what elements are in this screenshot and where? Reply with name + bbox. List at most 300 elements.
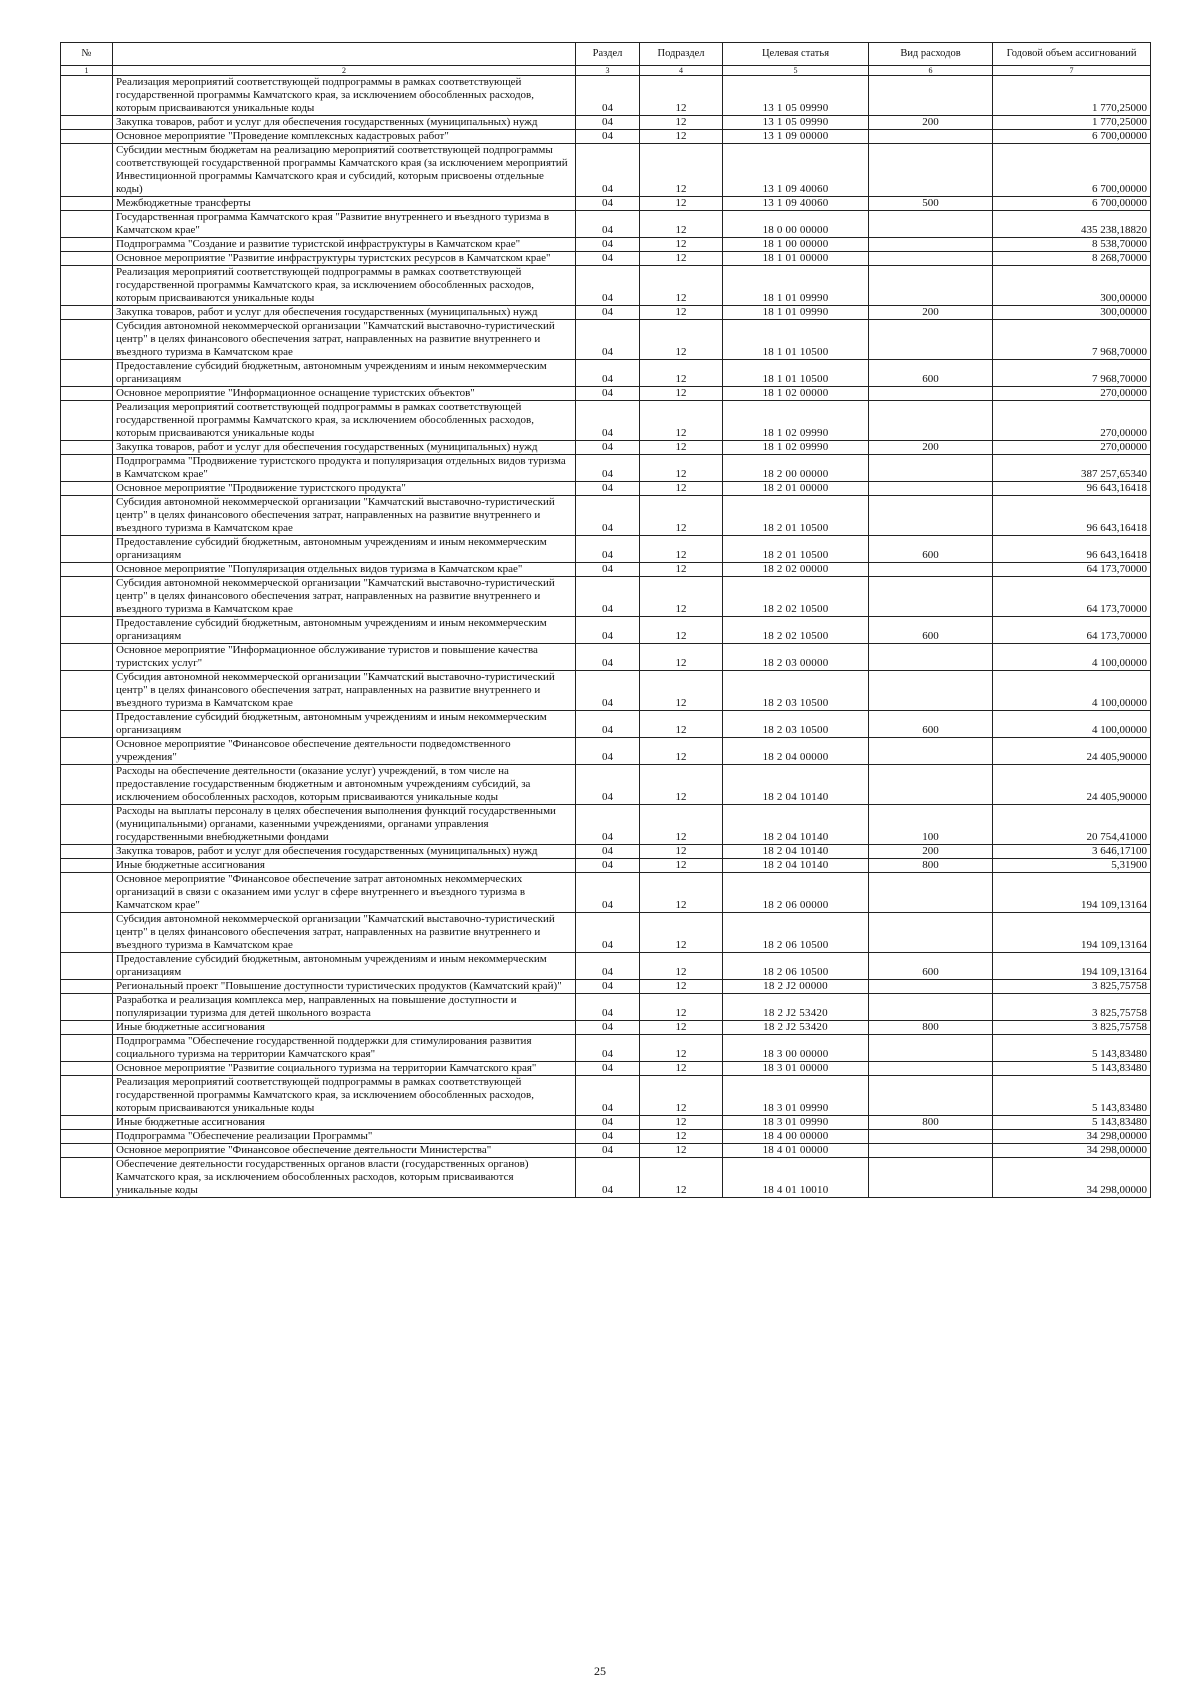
row-razdel: 04 — [576, 252, 640, 266]
row-article: 18 3 01 09990 — [723, 1116, 869, 1130]
row-amount: 270,00000 — [993, 441, 1151, 455]
table-row — [61, 306, 1151, 320]
row-name: Иные бюджетные ассигнования — [113, 1116, 576, 1130]
row-article: 18 4 01 10010 — [723, 1158, 869, 1198]
row-name: Реализация мероприятий соответствующей подпрограммы в рамках соответствующей государственной программы Камчатского края, за исключением обособленных расходов, которым присваиваются уникальные коды — [113, 266, 576, 306]
colnum-2: 2 — [113, 66, 576, 76]
budget-table — [60, 42, 1151, 1198]
row-amount: 270,00000 — [993, 387, 1151, 401]
row-article: 18 2 02 00000 — [723, 563, 869, 577]
row-name: Основное мероприятие "Информационное обслуживание туристов и повышение качества туристских услуг" — [113, 644, 576, 671]
row-amount: 7 968,70000 — [993, 320, 1151, 360]
table-row — [61, 238, 1151, 252]
row-amount: 5 143,83480 — [993, 1062, 1151, 1076]
row-name: Предоставление субсидий бюджетным, автономным учреждениям и иным некоммерческим организациям — [113, 617, 576, 644]
row-razdel: 04 — [576, 913, 640, 953]
row-name: Предоставление субсидий бюджетным, автономным учреждениям и иным некоммерческим организациям — [113, 536, 576, 563]
row-razdel: 04 — [576, 130, 640, 144]
table-row — [61, 387, 1151, 401]
table-row — [61, 765, 1151, 805]
table-row — [61, 320, 1151, 360]
row-razdel: 04 — [576, 1076, 640, 1116]
row-name: Подпрограмма "Обеспечение государственной поддержки для стимулирования развития социального туризма на территории Камчатского края" — [113, 1035, 576, 1062]
row-vid: 200 — [869, 845, 993, 859]
row-podrazdel: 12 — [640, 1144, 723, 1158]
row-number-cell — [61, 482, 113, 496]
row-vid — [869, 577, 993, 617]
row-vid: 500 — [869, 197, 993, 211]
row-amount: 64 173,70000 — [993, 577, 1151, 617]
row-article: 18 4 00 00000 — [723, 1130, 869, 1144]
row-amount: 3 825,75758 — [993, 994, 1151, 1021]
row-razdel: 04 — [576, 953, 640, 980]
colnum-4: 4 — [640, 66, 723, 76]
row-vid — [869, 980, 993, 994]
table-row — [61, 441, 1151, 455]
row-podrazdel: 12 — [640, 577, 723, 617]
row-razdel: 04 — [576, 859, 640, 873]
row-name: Подпрограмма "Создание и развитие туристской инфраструктуры в Камчатском крае" — [113, 238, 576, 252]
table-row — [61, 1116, 1151, 1130]
row-number-cell — [61, 873, 113, 913]
row-article: 18 1 01 10500 — [723, 320, 869, 360]
row-amount: 435 238,18820 — [993, 211, 1151, 238]
header-vid: Вид расходов — [869, 43, 993, 66]
row-podrazdel: 12 — [640, 211, 723, 238]
row-number-cell — [61, 805, 113, 845]
table-row — [61, 1158, 1151, 1198]
row-vid: 600 — [869, 617, 993, 644]
row-vid: 600 — [869, 360, 993, 387]
row-vid — [869, 1144, 993, 1158]
row-amount: 6 700,00000 — [993, 130, 1151, 144]
row-name: Субсидия автономной некоммерческой организации "Камчатский выставочно-туристический центр" в целях финансового обеспечения затрат, направленных на развитие внутреннего и въездного туризма в Камчатском крае — [113, 320, 576, 360]
row-amount: 5,31900 — [993, 859, 1151, 873]
row-razdel: 04 — [576, 320, 640, 360]
row-podrazdel: 12 — [640, 1130, 723, 1144]
row-vid — [869, 496, 993, 536]
table-row — [61, 859, 1151, 873]
row-name: Реализация мероприятий соответствующей подпрограммы в рамках соответствующей государственной программы Камчатского края, за исключением обособленных расходов, которым присваиваются уникальные коды — [113, 401, 576, 441]
table-row — [61, 738, 1151, 765]
row-article: 13 1 05 09990 — [723, 76, 869, 116]
row-name: Основное мероприятие "Проведение комплексных кадастровых работ" — [113, 130, 576, 144]
row-article: 18 2 04 10140 — [723, 845, 869, 859]
row-razdel: 04 — [576, 266, 640, 306]
row-number-cell — [61, 1021, 113, 1035]
row-amount: 3 825,75758 — [993, 980, 1151, 994]
row-razdel: 04 — [576, 144, 640, 197]
row-razdel: 04 — [576, 1116, 640, 1130]
row-number-cell — [61, 116, 113, 130]
row-amount: 34 298,00000 — [993, 1130, 1151, 1144]
row-vid — [869, 320, 993, 360]
table-row — [61, 1021, 1151, 1035]
row-article: 18 1 01 09990 — [723, 266, 869, 306]
table-row — [61, 116, 1151, 130]
row-article: 18 1 01 10500 — [723, 360, 869, 387]
row-amount: 6 700,00000 — [993, 144, 1151, 197]
row-article: 18 2 04 00000 — [723, 738, 869, 765]
row-article: 18 1 02 09990 — [723, 441, 869, 455]
row-amount: 64 173,70000 — [993, 563, 1151, 577]
row-podrazdel: 12 — [640, 617, 723, 644]
row-amount: 300,00000 — [993, 306, 1151, 320]
row-article: 13 1 09 40060 — [723, 197, 869, 211]
row-name: Закупка товаров, работ и услуг для обеспечения государственных (муниципальных) нужд — [113, 441, 576, 455]
row-number-cell — [61, 671, 113, 711]
row-podrazdel: 12 — [640, 1116, 723, 1130]
row-article: 13 1 09 40060 — [723, 144, 869, 197]
row-article: 18 2 04 10140 — [723, 805, 869, 845]
table-row — [61, 671, 1151, 711]
table-row — [61, 536, 1151, 563]
row-razdel: 04 — [576, 873, 640, 913]
table-row — [61, 360, 1151, 387]
row-podrazdel: 12 — [640, 1076, 723, 1116]
row-article: 18 2 J2 53420 — [723, 994, 869, 1021]
row-number-cell — [61, 441, 113, 455]
row-razdel: 04 — [576, 994, 640, 1021]
row-article: 18 1 00 00000 — [723, 238, 869, 252]
table-row — [61, 953, 1151, 980]
row-number-cell — [61, 859, 113, 873]
row-number-cell — [61, 1076, 113, 1116]
table-row — [61, 805, 1151, 845]
row-number-cell — [61, 1116, 113, 1130]
table-row — [61, 252, 1151, 266]
row-name: Межбюджетные трансферты — [113, 197, 576, 211]
row-article: 18 0 00 00000 — [723, 211, 869, 238]
row-number-cell — [61, 536, 113, 563]
row-podrazdel: 12 — [640, 455, 723, 482]
header-podrazdel: Подраздел — [640, 43, 723, 66]
row-razdel: 04 — [576, 1021, 640, 1035]
row-razdel: 04 — [576, 1062, 640, 1076]
row-vid — [869, 130, 993, 144]
row-number-cell — [61, 994, 113, 1021]
row-number-cell — [61, 455, 113, 482]
row-razdel: 04 — [576, 306, 640, 320]
row-name: Основное мероприятие "Финансовое обеспечение затрат автономных некоммерческих организаций в связи с оказанием ими услуг в сфере внутреннего и въездного туризма в Камчатском крае" — [113, 873, 576, 913]
row-podrazdel: 12 — [640, 252, 723, 266]
row-razdel: 04 — [576, 116, 640, 130]
colnum-3: 3 — [576, 66, 640, 76]
row-razdel: 04 — [576, 1158, 640, 1198]
row-amount: 4 100,00000 — [993, 644, 1151, 671]
row-article: 18 3 01 00000 — [723, 1062, 869, 1076]
row-name: Предоставление субсидий бюджетным, автономным учреждениям и иным некоммерческим организациям — [113, 360, 576, 387]
row-number-cell — [61, 765, 113, 805]
table-row — [61, 1130, 1151, 1144]
row-podrazdel: 12 — [640, 306, 723, 320]
row-amount: 34 298,00000 — [993, 1158, 1151, 1198]
row-vid: 100 — [869, 805, 993, 845]
row-podrazdel: 12 — [640, 387, 723, 401]
row-razdel: 04 — [576, 980, 640, 994]
row-podrazdel: 12 — [640, 116, 723, 130]
table-row — [61, 1035, 1151, 1062]
row-podrazdel: 12 — [640, 144, 723, 197]
row-amount: 24 405,90000 — [993, 738, 1151, 765]
row-number-cell — [61, 306, 113, 320]
row-vid: 200 — [869, 441, 993, 455]
row-amount: 194 109,13164 — [993, 953, 1151, 980]
row-razdel: 04 — [576, 1035, 640, 1062]
table-row — [61, 980, 1151, 994]
row-podrazdel: 12 — [640, 238, 723, 252]
table-body — [61, 76, 1151, 1198]
row-vid — [869, 1062, 993, 1076]
row-article: 18 2 06 10500 — [723, 913, 869, 953]
row-name: Закупка товаров, работ и услуг для обеспечения государственных (муниципальных) нужд — [113, 845, 576, 859]
table-row — [61, 577, 1151, 617]
row-article: 18 1 02 09990 — [723, 401, 869, 441]
row-number-cell — [61, 1158, 113, 1198]
header-amount: Годовой объем ассигнований — [993, 43, 1151, 66]
row-article: 18 2 02 10500 — [723, 577, 869, 617]
row-amount: 5 143,83480 — [993, 1035, 1151, 1062]
row-vid — [869, 1035, 993, 1062]
table-row — [61, 197, 1151, 211]
row-razdel: 04 — [576, 671, 640, 711]
header-article: Целевая статья — [723, 43, 869, 66]
row-number-cell — [61, 617, 113, 644]
table-row — [61, 873, 1151, 913]
table-row — [61, 76, 1151, 116]
row-name: Основное мероприятие "Развитие инфраструктуры туристских ресурсов в Камчатском крае" — [113, 252, 576, 266]
row-amount: 1 770,25000 — [993, 116, 1151, 130]
row-razdel: 04 — [576, 387, 640, 401]
row-vid — [869, 76, 993, 116]
row-podrazdel: 12 — [640, 536, 723, 563]
row-podrazdel: 12 — [640, 980, 723, 994]
row-podrazdel: 12 — [640, 805, 723, 845]
row-amount: 5 143,83480 — [993, 1076, 1151, 1116]
row-number-cell — [61, 238, 113, 252]
row-podrazdel: 12 — [640, 401, 723, 441]
row-number-cell — [61, 211, 113, 238]
row-number-cell — [61, 1062, 113, 1076]
row-podrazdel: 12 — [640, 1062, 723, 1076]
row-vid — [869, 994, 993, 1021]
row-article: 18 1 01 00000 — [723, 252, 869, 266]
row-vid — [869, 1130, 993, 1144]
column-number-row — [61, 66, 1151, 76]
row-vid — [869, 266, 993, 306]
row-number-cell — [61, 845, 113, 859]
row-razdel: 04 — [576, 76, 640, 116]
table-row — [61, 845, 1151, 859]
row-name: Предоставление субсидий бюджетным, автономным учреждениям и иным некоммерческим организациям — [113, 711, 576, 738]
row-name: Расходы на обеспечение деятельности (оказание услуг) учреждений, в том числе на предоставление государственным бюджетным и автономным учреждениям субсидий, за исключением обособленных расходов, которым присваиваются уникальные коды — [113, 765, 576, 805]
row-podrazdel: 12 — [640, 320, 723, 360]
row-name: Подпрограмма "Обеспечение реализации Программы" — [113, 1130, 576, 1144]
row-article: 13 1 09 00000 — [723, 130, 869, 144]
table-row — [61, 1062, 1151, 1076]
row-vid — [869, 913, 993, 953]
row-name: Расходы на выплаты персоналу в целях обеспечения выполнения функций государственными (муниципальными) органами, казенными учреждениями, органами управления государственными внебюджетными фондами — [113, 805, 576, 845]
row-article: 18 3 01 09990 — [723, 1076, 869, 1116]
row-vid — [869, 765, 993, 805]
row-amount: 194 109,13164 — [993, 873, 1151, 913]
row-podrazdel: 12 — [640, 738, 723, 765]
row-article: 18 2 01 10500 — [723, 536, 869, 563]
table-row — [61, 266, 1151, 306]
row-podrazdel: 12 — [640, 76, 723, 116]
row-razdel: 04 — [576, 401, 640, 441]
row-razdel: 04 — [576, 644, 640, 671]
row-vid — [869, 738, 993, 765]
table-row — [61, 401, 1151, 441]
row-name: Основное мероприятие "Популяризация отдельных видов туризма в Камчатском крае" — [113, 563, 576, 577]
row-name: Закупка товаров, работ и услуг для обеспечения государственных (муниципальных) нужд — [113, 306, 576, 320]
row-name: Подпрограмма "Продвижение туристского продукта и популяризация отдельных видов туризма в Камчатском крае" — [113, 455, 576, 482]
row-vid — [869, 211, 993, 238]
row-amount: 96 643,16418 — [993, 482, 1151, 496]
row-name: Разработка и реализация комплекса мер, направленных на повышение доступности и популяризации туризма для детей школьного возраста — [113, 994, 576, 1021]
row-vid — [869, 238, 993, 252]
row-podrazdel: 12 — [640, 644, 723, 671]
row-podrazdel: 12 — [640, 845, 723, 859]
row-number-cell — [61, 252, 113, 266]
row-name: Обеспечение деятельности государственных органов власти (государственных органов) Камчатского края, за исключением обособленных расходов, которым присваиваются уникальные коды — [113, 1158, 576, 1198]
header-name — [113, 43, 576, 66]
table-row — [61, 211, 1151, 238]
row-podrazdel: 12 — [640, 1035, 723, 1062]
row-razdel: 04 — [576, 238, 640, 252]
row-article: 18 4 01 00000 — [723, 1144, 869, 1158]
row-amount: 4 100,00000 — [993, 671, 1151, 711]
row-podrazdel: 12 — [640, 441, 723, 455]
row-podrazdel: 12 — [640, 197, 723, 211]
row-number-cell — [61, 738, 113, 765]
row-article: 18 1 01 09990 — [723, 306, 869, 320]
row-number-cell — [61, 1144, 113, 1158]
row-name: Иные бюджетные ассигнования — [113, 1021, 576, 1035]
row-vid — [869, 252, 993, 266]
row-vid — [869, 1158, 993, 1198]
row-podrazdel: 12 — [640, 1021, 723, 1035]
row-number-cell — [61, 130, 113, 144]
row-amount: 1 770,25000 — [993, 76, 1151, 116]
row-vid: 600 — [869, 953, 993, 980]
row-vid — [869, 1076, 993, 1116]
row-razdel: 04 — [576, 455, 640, 482]
row-article: 13 1 05 09990 — [723, 116, 869, 130]
row-amount: 96 643,16418 — [993, 536, 1151, 563]
row-name: Субсидия автономной некоммерческой организации "Камчатский выставочно-туристический центр" в целях финансового обеспечения затрат, направленных на развитие внутреннего и въездного туризма в Камчатском крае — [113, 577, 576, 617]
table-row — [61, 644, 1151, 671]
row-name: Основное мероприятие "Развитие социального туризма на территории Камчатского края" — [113, 1062, 576, 1076]
row-amount: 8 538,70000 — [993, 238, 1151, 252]
table-row — [61, 496, 1151, 536]
row-vid: 600 — [869, 711, 993, 738]
row-article: 18 2 06 00000 — [723, 873, 869, 913]
table-row — [61, 994, 1151, 1021]
row-vid — [869, 401, 993, 441]
row-article: 18 2 01 00000 — [723, 482, 869, 496]
row-razdel: 04 — [576, 1144, 640, 1158]
table-row — [61, 455, 1151, 482]
row-razdel: 04 — [576, 577, 640, 617]
row-razdel: 04 — [576, 197, 640, 211]
row-name: Субсидия автономной некоммерческой организации "Камчатский выставочно-туристический центр" в целях финансового обеспечения затрат, направленных на развитие внутреннего и въездного туризма в Камчатском крае — [113, 913, 576, 953]
row-name: Государственная программа Камчатского края "Развитие внутреннего и въездного туризма в Камчатском крае" — [113, 211, 576, 238]
row-number-cell — [61, 496, 113, 536]
row-podrazdel: 12 — [640, 873, 723, 913]
row-vid — [869, 482, 993, 496]
row-podrazdel: 12 — [640, 1158, 723, 1198]
row-article: 18 2 J2 53420 — [723, 1021, 869, 1035]
row-podrazdel: 12 — [640, 711, 723, 738]
row-podrazdel: 12 — [640, 266, 723, 306]
table-row — [61, 1076, 1151, 1116]
row-vid: 200 — [869, 306, 993, 320]
row-amount: 20 754,41000 — [993, 805, 1151, 845]
row-number-cell — [61, 387, 113, 401]
table-row — [61, 913, 1151, 953]
row-vid: 800 — [869, 1021, 993, 1035]
table-row — [61, 130, 1151, 144]
row-amount: 5 143,83480 — [993, 1116, 1151, 1130]
colnum-5: 5 — [723, 66, 869, 76]
colnum-6: 6 — [869, 66, 993, 76]
row-podrazdel: 12 — [640, 859, 723, 873]
row-article: 18 2 03 00000 — [723, 644, 869, 671]
row-vid — [869, 671, 993, 711]
row-vid: 600 — [869, 536, 993, 563]
row-name: Предоставление субсидий бюджетным, автономным учреждениям и иным некоммерческим организациям — [113, 953, 576, 980]
row-razdel: 04 — [576, 845, 640, 859]
header-number: № — [61, 43, 113, 66]
row-article: 18 2 06 10500 — [723, 953, 869, 980]
row-name: Реализация мероприятий соответствующей подпрограммы в рамках соответствующей государственной программы Камчатского края, за исключением обособленных расходов, которым присваиваются уникальные коды — [113, 1076, 576, 1116]
row-podrazdel: 12 — [640, 563, 723, 577]
row-number-cell — [61, 76, 113, 116]
row-razdel: 04 — [576, 211, 640, 238]
row-vid: 200 — [869, 116, 993, 130]
row-name: Субсидия автономной некоммерческой организации "Камчатский выставочно-туристический центр" в целях финансового обеспечения затрат, направленных на развитие внутреннего и въездного туризма в Камчатском крае — [113, 496, 576, 536]
row-razdel: 04 — [576, 360, 640, 387]
row-number-cell — [61, 563, 113, 577]
row-vid: 800 — [869, 859, 993, 873]
row-vid: 800 — [869, 1116, 993, 1130]
row-name: Основное мероприятие "Информационное оснащение туристских объектов" — [113, 387, 576, 401]
row-number-cell — [61, 1130, 113, 1144]
row-article: 18 2 02 10500 — [723, 617, 869, 644]
row-name: Реализация мероприятий соответствующей подпрограммы в рамках соответствующей государственной программы Камчатского края, за исключением обособленных расходов, которым присваиваются уникальные коды — [113, 76, 576, 116]
row-amount: 194 109,13164 — [993, 913, 1151, 953]
row-amount: 270,00000 — [993, 401, 1151, 441]
page-number: 25 — [594, 1664, 606, 1678]
row-name: Региональный проект "Повышение доступности туристических продуктов (Камчатский край)" — [113, 980, 576, 994]
row-article: 18 2 J2 00000 — [723, 980, 869, 994]
table-row — [61, 711, 1151, 738]
row-razdel: 04 — [576, 563, 640, 577]
row-number-cell — [61, 266, 113, 306]
row-razdel: 04 — [576, 738, 640, 765]
row-amount: 3 646,17100 — [993, 845, 1151, 859]
row-name: Субсидии местным бюджетам на реализацию мероприятий соответствующей подпрограммы соответствующей государственной программы Камчатского края (за исключением мероприятий Инвестиционной программы Камчатского края и субсидий, которым присвоены отдельные коды) — [113, 144, 576, 197]
row-number-cell — [61, 980, 113, 994]
row-article: 18 2 03 10500 — [723, 671, 869, 711]
row-podrazdel: 12 — [640, 913, 723, 953]
row-amount: 300,00000 — [993, 266, 1151, 306]
row-amount: 34 298,00000 — [993, 1144, 1151, 1158]
budget-sheet — [60, 42, 1150, 1198]
row-vid — [869, 455, 993, 482]
